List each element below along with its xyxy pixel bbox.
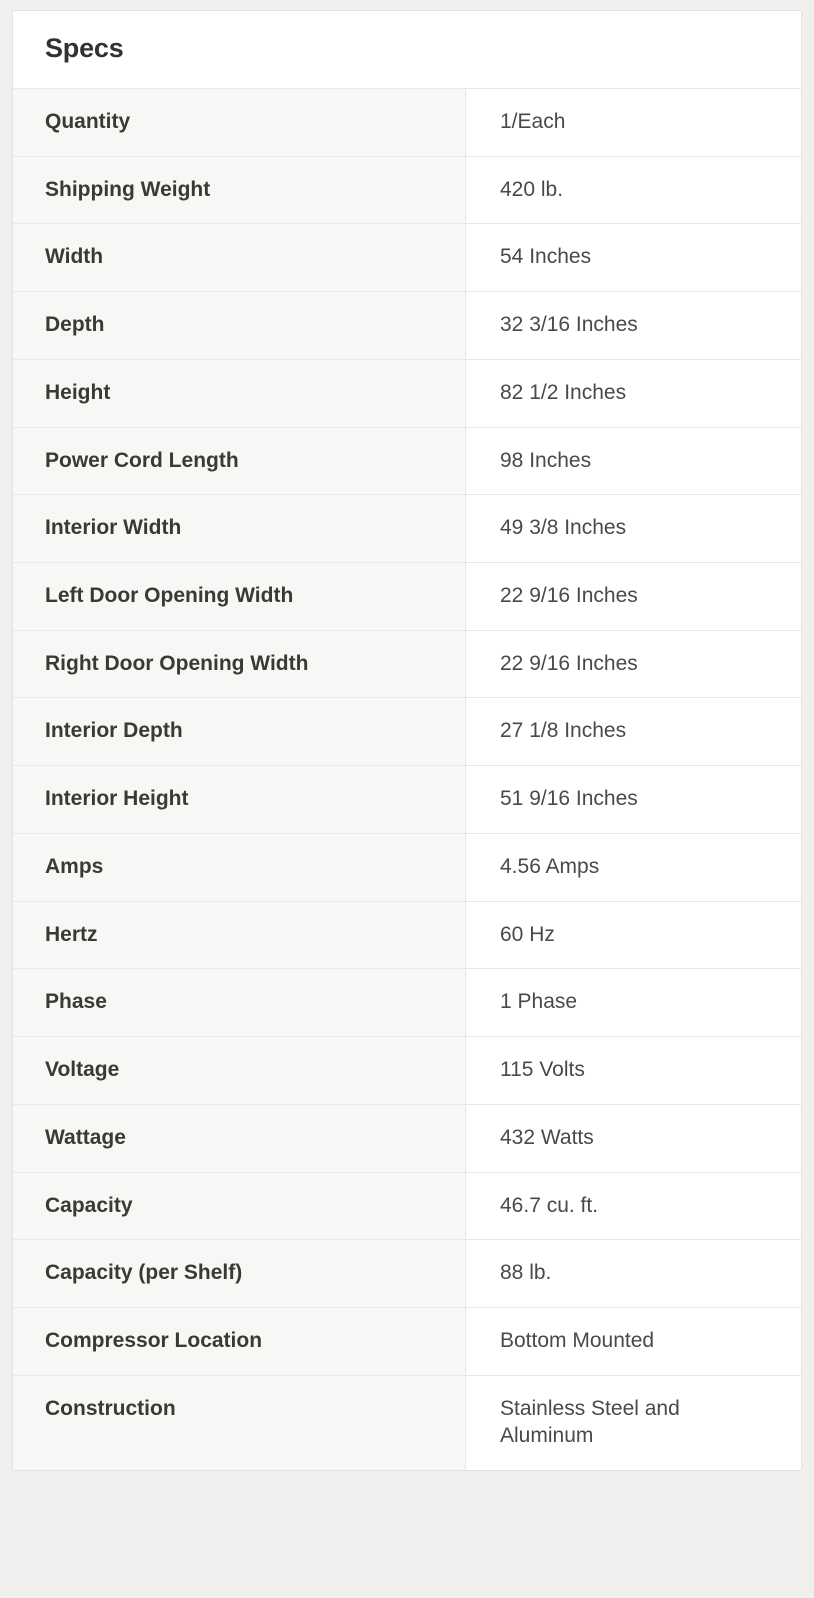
spec-value: 49 3/8 Inches (466, 495, 802, 563)
spec-value: Stainless Steel and Aluminum (466, 1375, 802, 1470)
spec-label: Compressor Location (13, 1307, 466, 1375)
spec-label: Amps (13, 833, 466, 901)
table-row (13, 1037, 801, 1105)
spec-value: 1/Each (466, 89, 802, 156)
spec-label: Height (13, 359, 466, 427)
spec-label: Interior Height (13, 766, 466, 834)
spec-label: Voltage (13, 1037, 466, 1105)
spec-value: 60 Hz (466, 901, 802, 969)
spec-label: Capacity (per Shelf) (13, 1240, 466, 1308)
spec-label: Capacity (13, 1172, 466, 1240)
table-row (13, 833, 801, 901)
table-row (13, 156, 801, 224)
table-row (13, 1104, 801, 1172)
spec-label: Power Cord Length (13, 427, 466, 495)
spec-label: Right Door Opening Width (13, 630, 466, 698)
table-row (13, 292, 801, 360)
page-title: Specs (45, 33, 124, 63)
spec-value: 432 Watts (466, 1104, 802, 1172)
spec-value: 51 9/16 Inches (466, 766, 802, 834)
specs-card-header (13, 11, 801, 89)
specs-table (13, 89, 801, 1470)
spec-value: Bottom Mounted (466, 1307, 802, 1375)
table-row (13, 630, 801, 698)
spec-value: 4.56 Amps (466, 833, 802, 901)
table-row (13, 359, 801, 427)
table-row (13, 901, 801, 969)
table-row (13, 766, 801, 834)
table-row (13, 224, 801, 292)
spec-value: 46.7 cu. ft. (466, 1172, 802, 1240)
spec-value: 88 lb. (466, 1240, 802, 1308)
spec-value: 22 9/16 Inches (466, 630, 802, 698)
table-row (13, 1240, 801, 1308)
spec-label: Width (13, 224, 466, 292)
specs-card (12, 10, 802, 1471)
specs-table-body (13, 89, 801, 1470)
spec-label: Left Door Opening Width (13, 563, 466, 631)
spec-value: 22 9/16 Inches (466, 563, 802, 631)
spec-label: Interior Width (13, 495, 466, 563)
table-row (13, 1307, 801, 1375)
spec-value: 54 Inches (466, 224, 802, 292)
table-row (13, 698, 801, 766)
spec-value: 32 3/16 Inches (466, 292, 802, 360)
spec-label: Interior Depth (13, 698, 466, 766)
table-row (13, 89, 801, 156)
spec-value: 27 1/8 Inches (466, 698, 802, 766)
table-row (13, 969, 801, 1037)
spec-label: Hertz (13, 901, 466, 969)
spec-value: 82 1/2 Inches (466, 359, 802, 427)
spec-label: Phase (13, 969, 466, 1037)
spec-label: Wattage (13, 1104, 466, 1172)
table-row (13, 1375, 801, 1470)
table-row (13, 563, 801, 631)
spec-label: Construction (13, 1375, 466, 1470)
spec-value: 115 Volts (466, 1037, 802, 1105)
spec-label: Depth (13, 292, 466, 360)
spec-label: Shipping Weight (13, 156, 466, 224)
table-row (13, 427, 801, 495)
spec-label: Quantity (13, 89, 466, 156)
spec-value: 98 Inches (466, 427, 802, 495)
table-row (13, 495, 801, 563)
spec-value: 420 lb. (466, 156, 802, 224)
table-row (13, 1172, 801, 1240)
spec-value: 1 Phase (466, 969, 802, 1037)
